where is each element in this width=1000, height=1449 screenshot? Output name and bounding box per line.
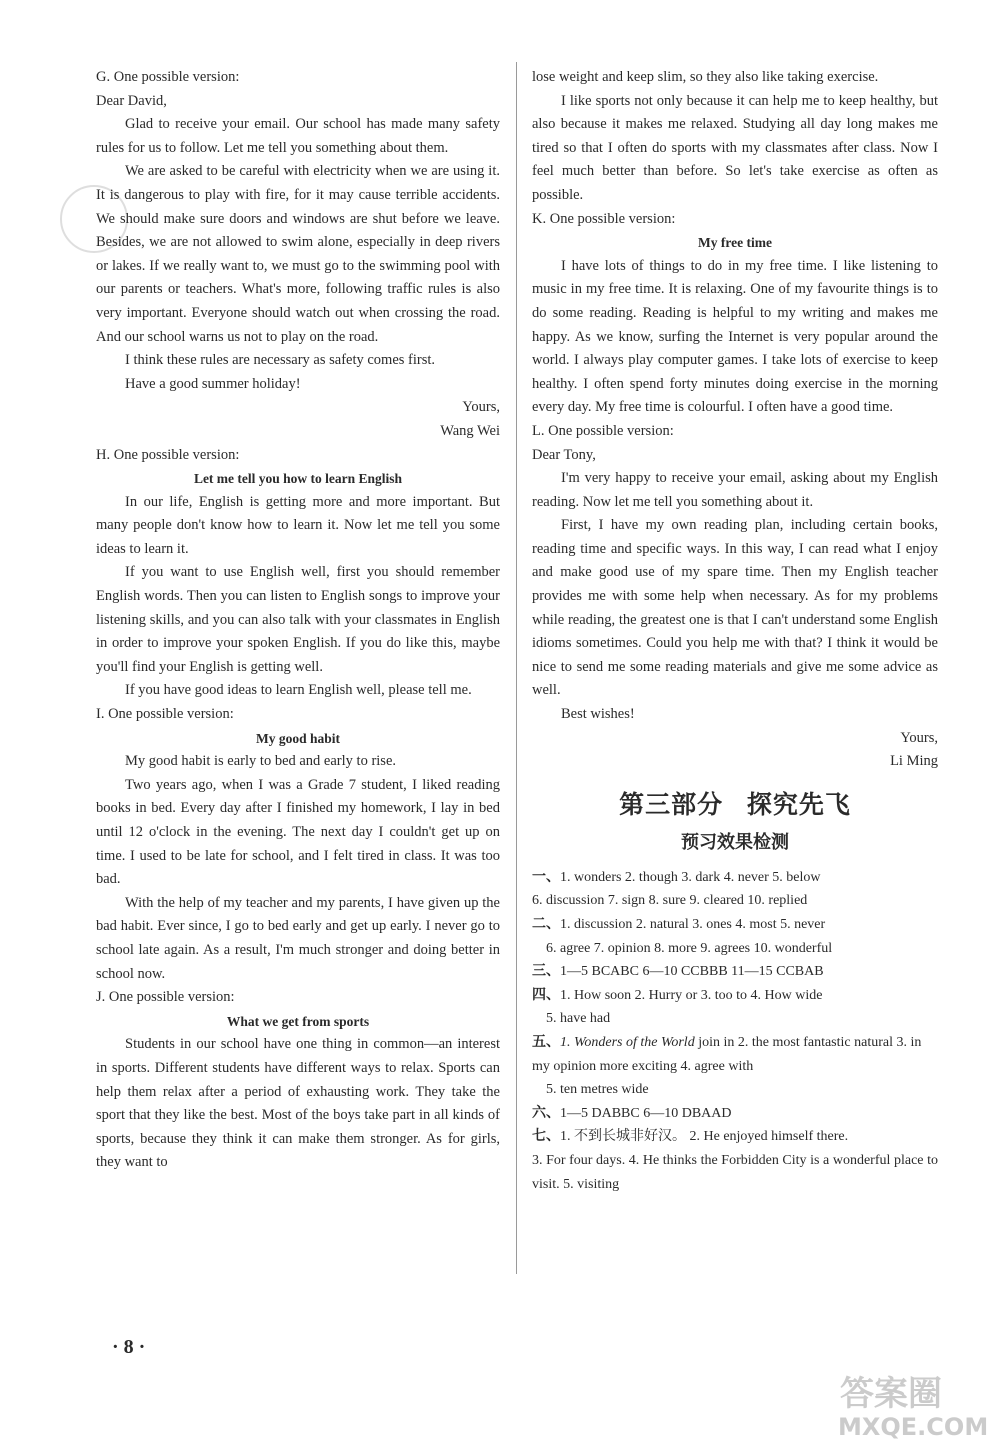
paragraph: Glad to receive your email. Our school has made many safety rules for us to follow. Let me tell you something about them.	[96, 116, 500, 156]
essay-title: Let me tell you how to learn English	[193, 471, 403, 487]
paragraph: Have a good summer holiday!	[125, 375, 301, 392]
paragraph-continued: lose weight and keep slim, so they also like taking exercise.	[532, 69, 879, 85]
letter-signature: Wang Wei	[440, 422, 500, 439]
section-j-heading: J. One possible version:	[96, 989, 235, 1006]
paragraph: Best wishes!	[561, 706, 635, 723]
paragraph: Students in our school have one thing in common—an interest in sports. Different students have different ways to relax. Sports can help them relax after a period of exhausting work. They take the sport that they like the best. Most of the boys take part in all kinds of sports, because they think it can make them stronger. As for girls, they want to	[96, 1036, 500, 1171]
watermark-url: MXQE.COM	[838, 1413, 988, 1441]
watermark-logo	[818, 1365, 988, 1441]
preview-check-title: 预习效果检测	[681, 831, 789, 853]
answer-text: 1. How soon 2. Hurry or 3. too to 4. How wide	[560, 987, 823, 1003]
answer-row-2	[532, 913, 938, 937]
letter-greeting: Dear Tony,	[532, 446, 596, 463]
answer-text: 1. discussion 2. natural 3. ones 4. most 5. never	[560, 917, 826, 932]
answer-text: 1—5 BCABC 6—10 CCBBB 11—15 CCBAB	[560, 964, 824, 980]
watermark-logo-text: 答案圈	[840, 1374, 942, 1414]
letter-closing: Yours,	[900, 729, 938, 746]
section-i-heading: I. One possible version:	[96, 706, 234, 723]
letter-closing: Yours,	[462, 399, 500, 416]
answer-row-4	[532, 984, 938, 1008]
paragraph: My good habit is early to bed and early to rise.	[125, 753, 397, 770]
answer-marker: 六、	[532, 1105, 560, 1121]
paragraph: I like sports not only because it can help me to keep healthy, but also because it makes me relaxed. Studying all day long makes me tired so that I often do sports with my classmates after class. Now I feel much better than before. So let's take exercise as often as possible.	[532, 92, 938, 203]
answer-marker: 四、	[532, 987, 560, 1003]
answer-row-5	[532, 1031, 938, 1078]
answer-row-5b: 5. ten metres wide	[546, 1082, 649, 1098]
answer-text-italic: 1. Wonders of the World	[560, 1034, 695, 1050]
answer-row-7	[532, 1125, 938, 1149]
essay-title: My good habit	[255, 730, 340, 746]
essay-title: My free time	[698, 235, 772, 251]
section-k-heading: K. One possible version:	[532, 210, 676, 227]
answer-marker: 五、	[532, 1034, 560, 1050]
right-column	[532, 66, 938, 1196]
paragraph: Two years ago, when I was a Grade 7 student, I liked reading books in bed. Every day after I finished my homework, I lay in bed until 12 o'clock in the evening. The next day I couldn't get up on time. I used to be late for school, and I felt tired in class. It was too bad.	[96, 776, 500, 888]
left-column	[96, 66, 500, 1175]
page-number: · 8 ·	[112, 1336, 146, 1358]
answer-row-3	[532, 960, 938, 984]
paragraph: I think these rules are necessary as safety comes first.	[125, 352, 436, 369]
answer-marker: 二、	[532, 917, 560, 932]
answer-marker: 一、	[532, 869, 560, 885]
paragraph: First, I have my own reading plan, including certain books, reading time and specific ways. In this way, I can read what I enjoy and make good use of my spare time. Then my English teacher provides me with some help when necessary. As for my problems while reading, the greatest one is that I can't understand some English idioms sometimes. Could you help me with that? I think it would be nice to send me some reading materials and give me some advice as well.	[532, 517, 938, 699]
letter-signature: Li Ming	[890, 753, 938, 770]
answer-row-7b: 3. For four days. 4. He thinks the Forbidden City is a wonderful place to visit. 5. visiting	[532, 1152, 938, 1192]
answer-text: join in 2. the most fantastic natural 3. in my opinion more exciting 4. agree with	[532, 1034, 922, 1074]
section-g-heading: G. One possible version:	[96, 69, 240, 85]
watermark-logo-icon	[818, 1365, 988, 1441]
paragraph: In our life, English is getting more and more important. But many people don't know how to learn it. Now let me tell you some ideas to learn it.	[96, 493, 500, 557]
paragraph: I'm very happy to receive your email, asking about my English reading. Now let me tell you something about it.	[532, 470, 938, 510]
letter-greeting: Dear David,	[96, 92, 167, 109]
section-l-heading: L. One possible version:	[532, 422, 674, 439]
answer-text: 1. 不到长城非好汉。 2. He enjoyed himself there.	[560, 1129, 849, 1145]
paragraph: If you have good ideas to learn English well, please tell me.	[125, 682, 472, 699]
answer-text: 1—5 DABBC 6—10 DBAAD	[560, 1105, 732, 1121]
paragraph: We are asked to be careful with electricity when we are using it. It is dangerous to play with fire, for it may cause terrible accidents. We should make sure doors and windows are shut before we leave. Besides, we are not allowed to swim alone, especially in deep rivers or lakes. If we really want to, we must go to the swimming pool with our parents or teachers. What's more, following traffic rules is also very important. Everyone should watch out when crossing the road. And our school warns us not to play on the road.	[96, 163, 500, 345]
answer-row-6	[532, 1102, 938, 1126]
answer-row-1	[532, 866, 938, 890]
answer-text: 1. wonders 2. though 3. dark 4. never 5. below	[560, 869, 821, 885]
answer-marker: 三、	[532, 964, 560, 980]
section-h-heading: H. One possible version:	[96, 446, 240, 463]
column-divider	[516, 62, 517, 1274]
paragraph: With the help of my teacher and my parents, I have given up the bad habit. Ever since, I go to bed early and get up early. I never go to school late again. As a result, I'm much stronger and doing better in school now.	[96, 894, 500, 982]
answer-row-2b: 6. agree 7. opinion 8. more 9. agrees 10. wonderful	[546, 940, 833, 956]
answer-row-1b: 6. discussion 7. sign 8. sure 9. cleared 10. replied	[532, 893, 808, 909]
paragraph: I have lots of things to do in my free time. I like listening to music in my free time. It is relaxing. One of my favourite things is to do some reading. Reading is helpful to my writing and makes me happy. As we know, surfing the Internet is very popular around the world. I always play computer games. I take lots of exercise to keep healthy. I often spend forty minutes doing exercise in the morning every day. My free time is colourful. I often have a good time.	[532, 257, 938, 416]
part-three-title: 第三部分 探究先飞	[619, 789, 851, 819]
answer-marker: 七、	[532, 1129, 560, 1145]
essay-title: What we get from sports	[226, 1013, 370, 1029]
paragraph: If you want to use English well, first you should remember English words. Then you can listen to English songs to improve your listening skills, and you can also talk with your classmates in English in order to improve your spoken English. If you do like this, maybe you'll find your English is getting well.	[96, 564, 500, 675]
answer-row-4b: 5. have had	[546, 1011, 611, 1027]
